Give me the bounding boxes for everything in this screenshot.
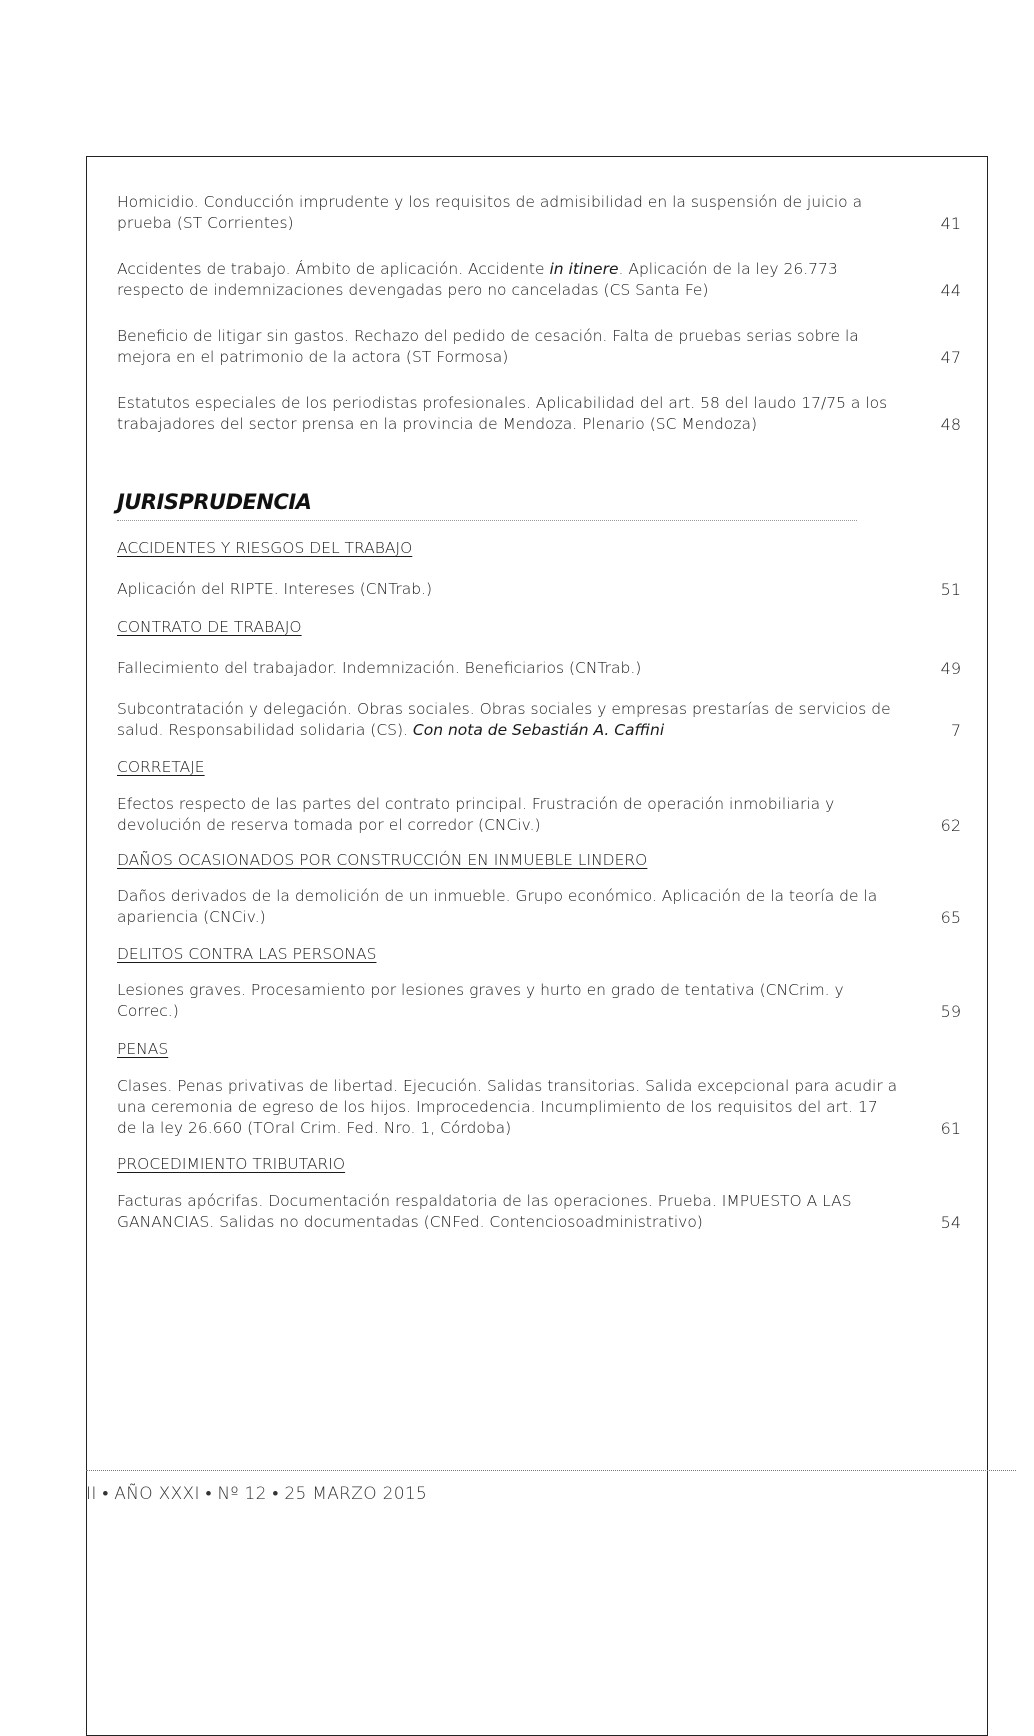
entry-page: 51 bbox=[940, 580, 961, 599]
footer-issue-line: II • AÑO XXXI • Nº 12 • 25 MARZO 2015 bbox=[86, 1484, 428, 1504]
category-title[interactable]: CORRETAJE bbox=[117, 758, 205, 776]
index-entry[interactable] bbox=[117, 1191, 969, 1233]
section-heading: JURISPRUDENCIA bbox=[117, 490, 312, 514]
entry-text: . Aplicación de la ley 26.773 respecto de indemnizaciones devengadas pero no canceladas (CS Santa Fe) bbox=[117, 260, 838, 299]
index-entry[interactable] bbox=[117, 393, 969, 435]
index-content bbox=[117, 192, 969, 1233]
entry-text: Efectos respecto de las partes del contrato principal. Frustración de operación inmobiliaria y devolución de reserva tomada por el corredor (CNCiv.) bbox=[117, 795, 835, 834]
category-title[interactable]: PROCEDIMIENTO TRIBUTARIO bbox=[117, 1155, 346, 1173]
footer-dotted-rule bbox=[86, 1470, 1016, 1471]
entry-page: 44 bbox=[940, 281, 961, 300]
entry-text-italic: Con nota de Sebastián A. Caffini bbox=[412, 721, 665, 739]
index-entry[interactable] bbox=[117, 259, 969, 301]
category-title[interactable]: DELITOS CONTRA LAS PERSONAS bbox=[117, 945, 377, 963]
entry-page: 47 bbox=[940, 348, 961, 367]
section-header bbox=[117, 490, 969, 521]
index-entry[interactable] bbox=[117, 326, 969, 368]
index-entry[interactable] bbox=[117, 579, 969, 600]
entry-text: Accidentes de trabajo. Ámbito de aplicación. Accidente bbox=[117, 260, 550, 278]
entry-text: Estatutos especiales de los periodistas profesionales. Aplicabilidad del art. 58 del laudo 17/75 a los trabajadores del sector prensa en la provincia de Mendoza. Plenario (SC Mendoza) bbox=[117, 394, 888, 433]
entry-page: 54 bbox=[940, 1213, 961, 1232]
entry-page: 59 bbox=[940, 1002, 961, 1021]
category-title[interactable]: DAÑOS OCASIONADOS POR CONSTRUCCIÓN EN INMUEBLE LINDERO bbox=[117, 851, 648, 869]
entry-text: Fallecimiento del trabajador. Indemnización. Beneficiarios (CNTrab.) bbox=[117, 659, 642, 677]
index-entry[interactable] bbox=[117, 699, 969, 741]
entry-text: Subcontratación y delegación. Obras sociales. Obras sociales y empresas prestarías de servicios de salud. Responsabilidad solidaria (CS). bbox=[117, 700, 891, 739]
category-title[interactable]: ACCIDENTES Y RIESGOS DEL TRABAJO bbox=[117, 539, 413, 557]
entry-text: Daños derivados de la demolición de un inmueble. Grupo económico. Aplicación de la teoría de la apariencia (CNCiv.) bbox=[117, 887, 878, 926]
entry-text: Homicidio. Conducción imprudente y los requisitos de admisibilidad en la suspensión de juicio a prueba (ST Corrientes) bbox=[117, 193, 863, 232]
heading-dotted-rule bbox=[117, 520, 857, 521]
entry-text: Beneficio de litigar sin gastos. Rechazo del pedido de cesación. Falta de pruebas serias sobre la mejora en el patrimonio de la actora (ST Formosa) bbox=[117, 327, 859, 366]
category-title[interactable]: CONTRATO DE TRABAJO bbox=[117, 618, 302, 636]
index-entry[interactable] bbox=[117, 794, 969, 836]
entry-page: 65 bbox=[940, 908, 961, 927]
entry-page: 48 bbox=[940, 415, 961, 434]
index-entry[interactable] bbox=[117, 658, 969, 679]
entry-page: 41 bbox=[940, 214, 961, 233]
entry-page: 7 bbox=[950, 721, 961, 740]
category-title[interactable]: PENAS bbox=[117, 1040, 169, 1058]
entry-page: 61 bbox=[940, 1119, 961, 1138]
entry-text: Aplicación del RIPTE. Intereses (CNTrab.) bbox=[117, 580, 433, 598]
entry-text: Facturas apócrifas. Documentación respaldatoria de las operaciones. Prueba. IMPUESTO A LAS GANANCIAS. Salidas no documentadas (CNFed. Contenciosoadministrativo) bbox=[117, 1192, 852, 1231]
index-entry[interactable] bbox=[117, 886, 969, 928]
entry-text: Lesiones graves. Procesamiento por lesiones graves y hurto en grado de tentativa (CNCrim. y Correc.) bbox=[117, 981, 844, 1020]
entry-page: 49 bbox=[940, 659, 961, 678]
index-entry[interactable] bbox=[117, 192, 969, 234]
entry-page: 62 bbox=[940, 816, 961, 835]
entry-text-italic: in itinere bbox=[549, 260, 619, 278]
entry-text: Clases. Penas privativas de libertad. Ejecución. Salidas transitorias. Salida excepcional para acudir a una ceremonia de egreso de los hijos. Improcedencia. Incumplimiento de los requisitos del art. 17 de la ley 26.660 (TOral Crim. Fed. Nro. 1, Córdoba) bbox=[117, 1077, 898, 1137]
index-entry[interactable] bbox=[117, 1076, 969, 1139]
index-entry[interactable] bbox=[117, 980, 969, 1022]
